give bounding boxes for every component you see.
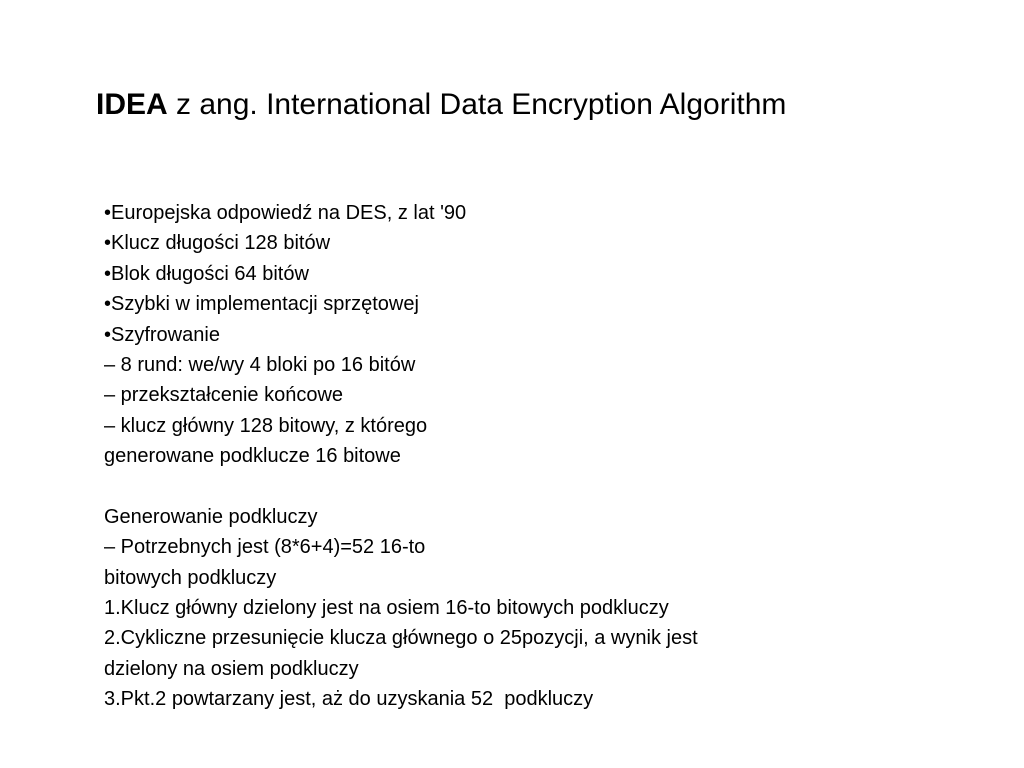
subkey-line: 1.Klucz główny dzielony jest na osiem 16-to bitowych podkluczy — [104, 597, 669, 620]
feature-line: •Europejska odpowiedź na DES, z lat '90 — [104, 202, 467, 224]
feature-line: •Klucz długości 128 bitów — [104, 232, 331, 255]
section-gap — [104, 472, 984, 502]
slide-title — [96, 86, 786, 124]
features-list — [104, 198, 984, 472]
feature-line: – przekształcenie końcowe — [104, 384, 344, 407]
feature-line: •Blok długości 64 bitów — [104, 262, 309, 285]
subkey-line: dzielony na osiem podkluczy — [104, 657, 359, 680]
title-acronym: IDEA — [96, 88, 168, 121]
feature-line: – klucz główny 128 bitowy, z którego — [104, 414, 428, 437]
feature-line: generowane podklucze 16 bitowe — [104, 445, 401, 468]
subkey-line: – Potrzebnych jest (8*6+4)=52 16-to — [104, 536, 426, 559]
subkey-line: Generowanie podkluczy — [104, 505, 318, 528]
feature-line: •Szybki w implementacji sprzętowej — [104, 293, 419, 316]
feature-line: – 8 rund: we/wy 4 bloki po 16 bitów — [104, 353, 416, 376]
title-expansion: z ang. International Data Encryption Algorithm — [167, 88, 787, 121]
subkey-line: 3.Pkt.2 powtarzany jest, aż do uzyskania 52 podkluczy — [104, 688, 594, 711]
subkey-line: 2.Cykliczne przesunięcie klucza głównego o 25pozycji, a wynik jest — [104, 627, 698, 650]
subkey-line: bitowych podkluczy — [104, 566, 277, 589]
subkey-generation-list — [104, 502, 984, 715]
feature-line: •Szyfrowanie — [104, 323, 220, 346]
slide-body — [104, 198, 984, 715]
